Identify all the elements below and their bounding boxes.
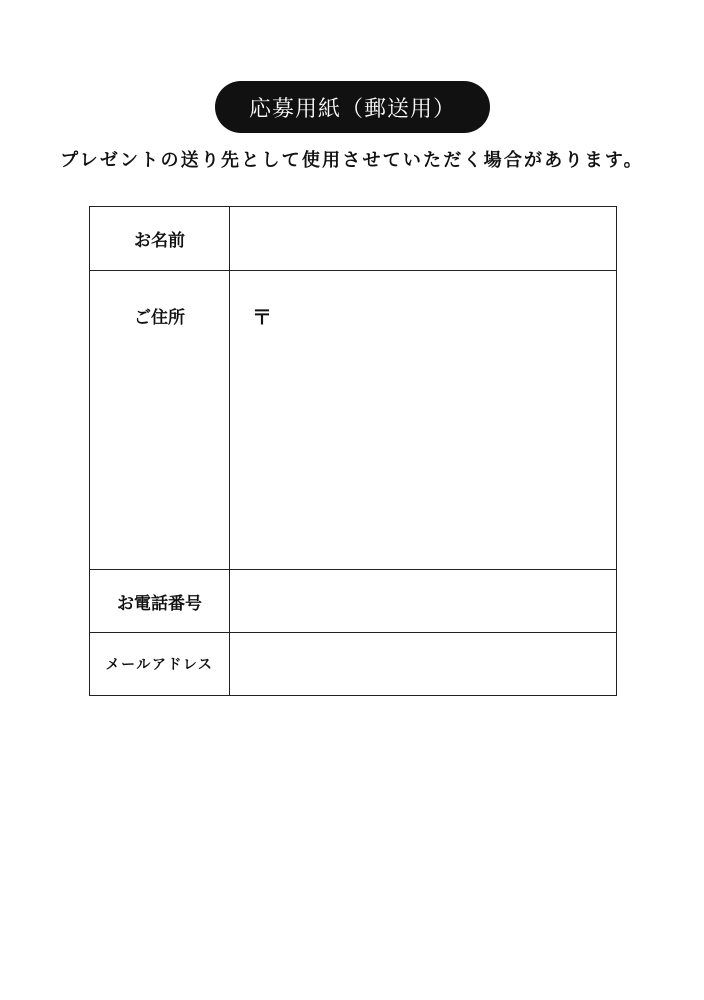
name-row: [90, 207, 617, 271]
address-field[interactable]: [230, 271, 617, 570]
email-field[interactable]: [230, 633, 617, 696]
name-field[interactable]: [230, 207, 617, 271]
address-label: ご住所: [90, 271, 230, 570]
form-title-badge: [215, 81, 490, 133]
email-label: メールアドレス: [90, 633, 230, 696]
email-row: [90, 633, 617, 696]
address-row: [90, 271, 617, 570]
phone-field[interactable]: [230, 570, 617, 633]
application-form-table: [89, 206, 617, 696]
name-label: お名前: [90, 207, 230, 271]
postal-mark-icon: 〒: [252, 305, 272, 329]
phone-row: [90, 570, 617, 633]
phone-label: お電話番号: [90, 570, 230, 633]
form-title: 応募用紙（郵送用）: [248, 96, 456, 122]
usage-notice: プレゼントの送り先として使用させていただく場合があります。: [60, 150, 644, 171]
